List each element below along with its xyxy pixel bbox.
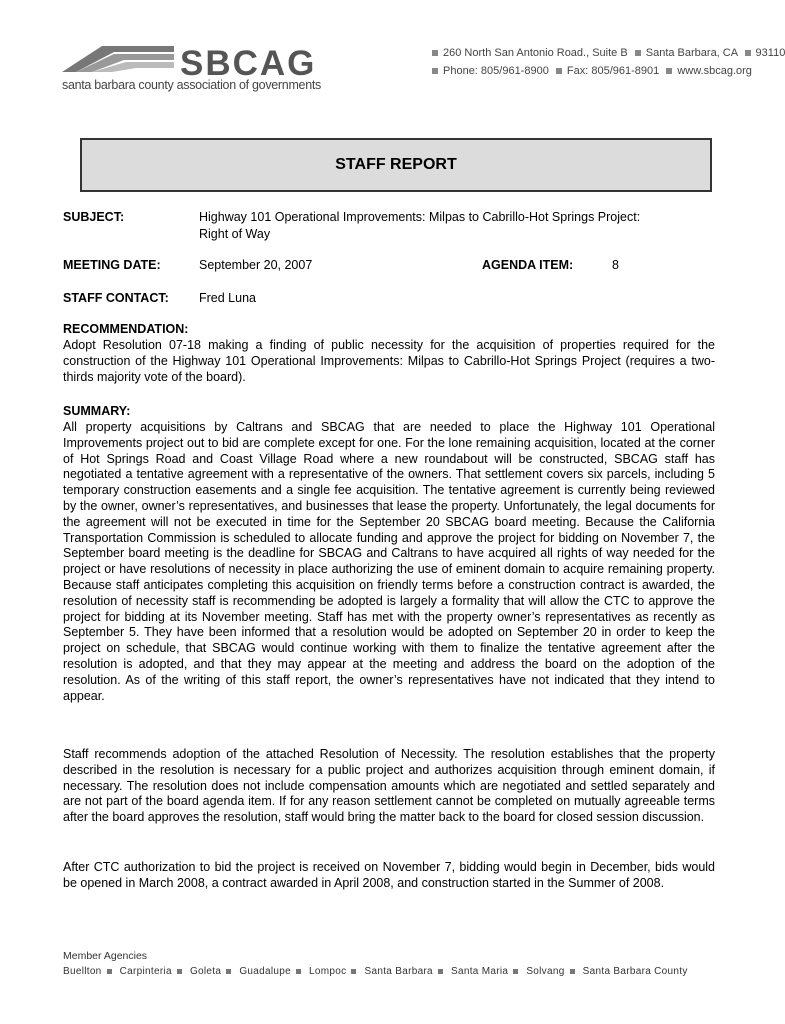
separator-icon	[177, 969, 182, 974]
agency-name: Santa Barbara	[364, 966, 433, 977]
agenda-item-label: AGENDA ITEM:	[482, 258, 574, 272]
address-line	[432, 44, 785, 62]
bullet-icon	[556, 68, 562, 74]
zip-text: 93110	[755, 47, 785, 59]
agency-name: Guadalupe	[239, 966, 291, 977]
separator-icon	[351, 969, 356, 974]
meeting-date-value: September 20, 2007	[199, 258, 313, 272]
agenda-item-value: 8	[612, 258, 619, 272]
logo-wordmark: SBCAG	[180, 44, 317, 83]
separator-icon	[296, 969, 301, 974]
agency-name: Buellton	[63, 966, 102, 977]
separator-icon	[570, 969, 575, 974]
fax-text: Fax: 805/961-8901	[566, 65, 660, 77]
phone-line	[432, 62, 785, 80]
member-agencies-title: Member Agencies	[63, 950, 148, 962]
summary-paragraph-2: Staff recommends adoption of the attached Resolution of Necessity. The resolution establishes that the property described in the resolution is necessary for a public project and authorizes acquisition through eminent domain, if necessary. The resolution does not include compensation amounts which are negotiated and settled separately and are not part of the board agenda item. If for any reason settlement cannot be completed on mutually agreeable terms after the board approves the resolution, staff would bring the matter back to the board for closed session discussion.	[63, 747, 715, 825]
separator-icon	[438, 969, 443, 974]
sbcag-logo	[62, 42, 321, 98]
agency-name: Lompoc	[309, 966, 347, 977]
logo-tagline: santa barbara county association of governments	[62, 78, 321, 92]
summary-paragraph-3: After CTC authorization to bid the project is received on November 7, bidding would begin in December, bids would be opened in March 2008, a contract awarded in April 2008, and construction started in the Summer of 2008.	[63, 860, 715, 890]
agency-name: Solvang	[526, 966, 565, 977]
staff-contact-value: Fred Luna	[199, 291, 256, 305]
meeting-date-label: MEETING DATE:	[63, 258, 161, 272]
agency-name: Santa Maria	[451, 966, 509, 977]
agency-name: Carpinteria	[119, 966, 172, 977]
member-agencies-list	[63, 966, 688, 977]
bullet-icon	[635, 50, 641, 56]
summary-paragraph-1: All property acquisitions by Caltrans and SBCAG that are needed to place the Highway 101 Operational Improvements project out to bid are complete except for one. For the lone remaining acquisition, located at the corner of Hot Springs Road and Coast Village Road where a new roundabout will be constructed, SBCAG staff has negotiated a tentative agreement with a representative of the owners. That settlement covers six parcels, including 5 temporary construction easements and a single fee acquisition. The tentative agreement is currently being reviewed by the owner, owner’s representatives, and businesses that lease the property. Unfortunately, the legal documents for the agreement will not be executed in time for the September 20 SBCAG board meeting. Because the California Transportation Commission is scheduled to allocate funding and approve the project for bidding on November 7, the September board meeting is the deadline for SBCAG and Caltrans to have acquired all rights of way needed for the project or have resolutions of necessity in place authorizing the use of eminent domain to acquire remaining property. Because staff anticipates completing this acquisition on friendly terms before a construction contract is awarded, the resolution of necessity staff is recommending be adopted is largely a formality that will allow the CTC to approve the project for bidding at its November meeting. Staff has met with the property owner’s representatives as recently as September 5. They have been informed that a resolution would be adopted on September 20 in order to keep the project on schedule, that SBCAG would continue working with them to finalize the tentative agreement after the resolution is adopted, and that they may appear at the meeting and address the board on the adoption of the resolution. As of the writing of this staff report, the owner’s representatives have not indicated that they intend to appear.	[63, 420, 715, 703]
address-text: 260 North San Antonio Road., Suite B	[443, 47, 628, 59]
page-title: STAFF REPORT	[335, 156, 457, 173]
subject-line-2: Right of Way	[199, 227, 271, 241]
staff-contact-label: STAFF CONTACT:	[63, 291, 169, 305]
subject-value	[199, 209, 640, 243]
separator-icon	[513, 969, 518, 974]
recommendation-text: Adopt Resolution 07-18 making a finding of public necessity for the acquisition of properties required for the construction of the Highway 101 Operational Improvements: Milpas to Cabrillo-Hot Springs Project (requires a two-thirds majority vote of the board).	[63, 338, 715, 384]
bullet-icon	[432, 50, 438, 56]
recommendation-heading: RECOMMENDATION:	[63, 322, 189, 336]
summary-heading: SUMMARY:	[63, 404, 131, 418]
subject-label: SUBJECT:	[63, 210, 125, 224]
agency-name: Goleta	[189, 966, 222, 977]
separator-icon	[226, 969, 231, 974]
bullet-icon	[745, 50, 751, 56]
bullet-icon	[666, 68, 672, 74]
subject-line-1: Highway 101 Operational Improvements: Milpas to Cabrillo-Hot Springs Project:	[199, 210, 641, 224]
staff-report-banner	[80, 138, 712, 192]
phone-text: Phone: 805/961-8900	[443, 65, 549, 77]
contact-block	[432, 44, 785, 80]
agency-name: Santa Barbara County	[582, 966, 688, 977]
separator-icon	[107, 969, 112, 974]
logo-swoosh-graphic	[62, 42, 182, 78]
bullet-icon	[432, 68, 438, 74]
city-text: Santa Barbara, CA	[645, 47, 738, 59]
website-link[interactable]: www.sbcag.org	[677, 65, 752, 77]
